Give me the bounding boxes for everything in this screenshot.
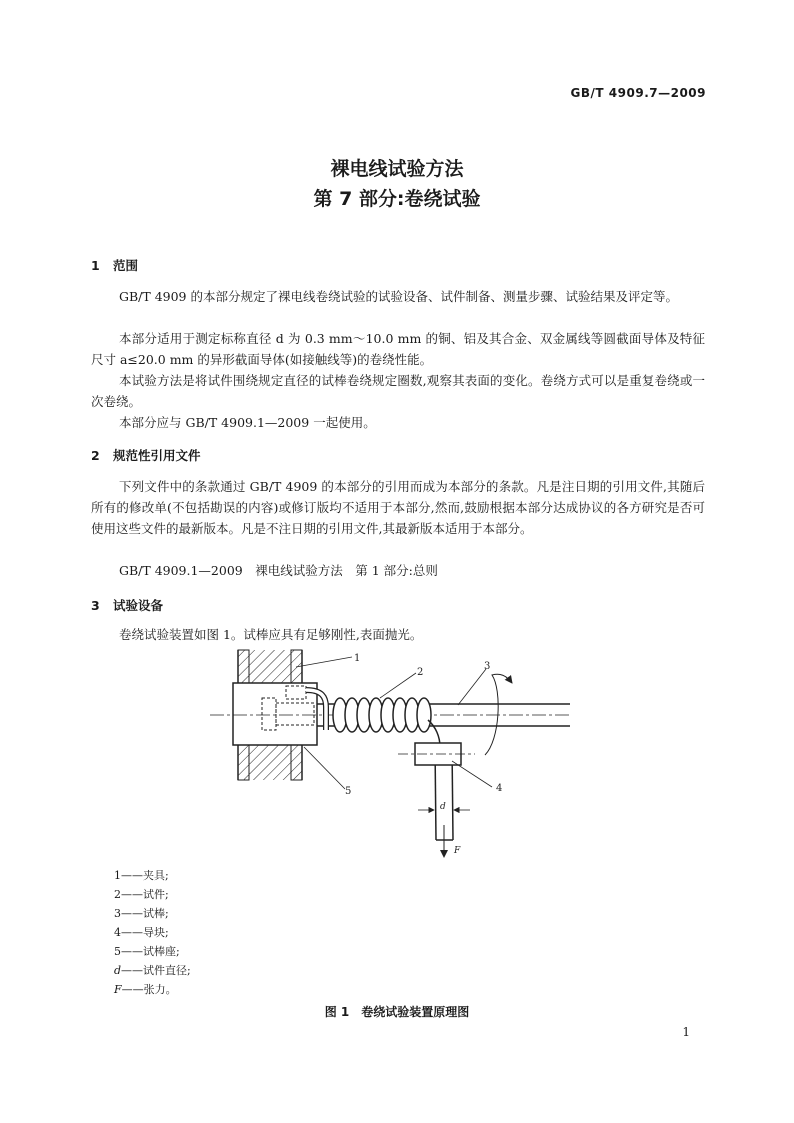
figure-legend — [114, 866, 191, 999]
specimen-wire — [428, 720, 453, 840]
legend-item: 4——导块; — [114, 926, 169, 939]
legend-item: 1——夹具; — [114, 869, 169, 882]
paragraph: 本试验方法是将试件围绕规定直径的试棒卷绕规定圈数,观察其表面的变化。卷绕方式可以是重复卷绕或一次卷绕。 — [91, 373, 705, 409]
paragraph: 卷绕试验装置如图 1。试棒应具有足够刚性,表面抛光。 — [119, 627, 423, 642]
standard-number: GB/T 4909.7—2009 — [570, 86, 706, 100]
callout-5: 5 — [345, 786, 352, 797]
paragraph: 本部分适用于测定标称直径 d 为 0.3 mm～10.0 mm 的铜、铝及其合金、双金属线等圆截面导体及特征尺寸 a≤20.0 mm 的异形截面导体(如接触线等)的卷绕性能。 — [91, 331, 705, 367]
paragraph: 本部分应与 GB/T 4909.1—2009 一起使用。 — [119, 415, 376, 430]
section-title: 范围 — [113, 258, 139, 273]
legend-item: 2——试件; — [114, 888, 169, 901]
section-number: 3 — [91, 598, 100, 613]
callout-4: 4 — [496, 783, 503, 794]
legend-item: 3——试棒; — [114, 907, 169, 920]
document-subtitle: 第 7 部分:卷绕试验 — [313, 188, 481, 210]
section-heading — [91, 446, 201, 464]
section-number: 1 — [91, 258, 100, 273]
section-heading — [91, 596, 163, 614]
section-number: 2 — [91, 448, 100, 463]
callout-F: F — [454, 846, 461, 856]
page-number: 1 — [682, 1025, 690, 1039]
reference-entry: GB/T 4909.1—2009 裸电线试验方法 第 1 部分:总则 — [119, 563, 438, 578]
callout-2: 2 — [417, 667, 424, 678]
section-title: 试验设备 — [113, 598, 164, 613]
section-title: 规范性引用文件 — [113, 448, 201, 463]
legend-item: d——试件直径; — [114, 964, 191, 977]
legend-item: F——张力。 — [114, 983, 177, 996]
document-title: 裸电线试验方法 — [330, 158, 464, 180]
figure-caption: 图 1 卷绕试验装置原理图 — [324, 1005, 470, 1019]
section-heading — [91, 256, 138, 274]
callout-3: 3 — [484, 661, 491, 672]
legend-item: 5——试棒座; — [114, 945, 180, 958]
callout-1: 1 — [354, 653, 361, 664]
paragraph: GB/T 4909 的本部分规定了裸电线卷绕试验的试验设备、试件制备、测量步骤、试验结果及评定等。 — [119, 289, 678, 304]
specimen-coils — [333, 698, 431, 732]
paragraph: 下列文件中的条款通过 GB/T 4909 的本部分的引用而成为本部分的条款。凡是注日期的引用文件,其随后所有的修改单(不包括勘误的内容)或修订版均不适用于本部分,然而,鼓励根据本部分达成协议的各方研究是否可使用这些文件的最新版本。凡是不注日期的引用文件,其最新版本适用于本部分。 — [91, 479, 705, 536]
callout-d: d — [440, 802, 446, 812]
winding-apparatus-diagram — [200, 645, 590, 865]
clamp — [233, 683, 317, 745]
